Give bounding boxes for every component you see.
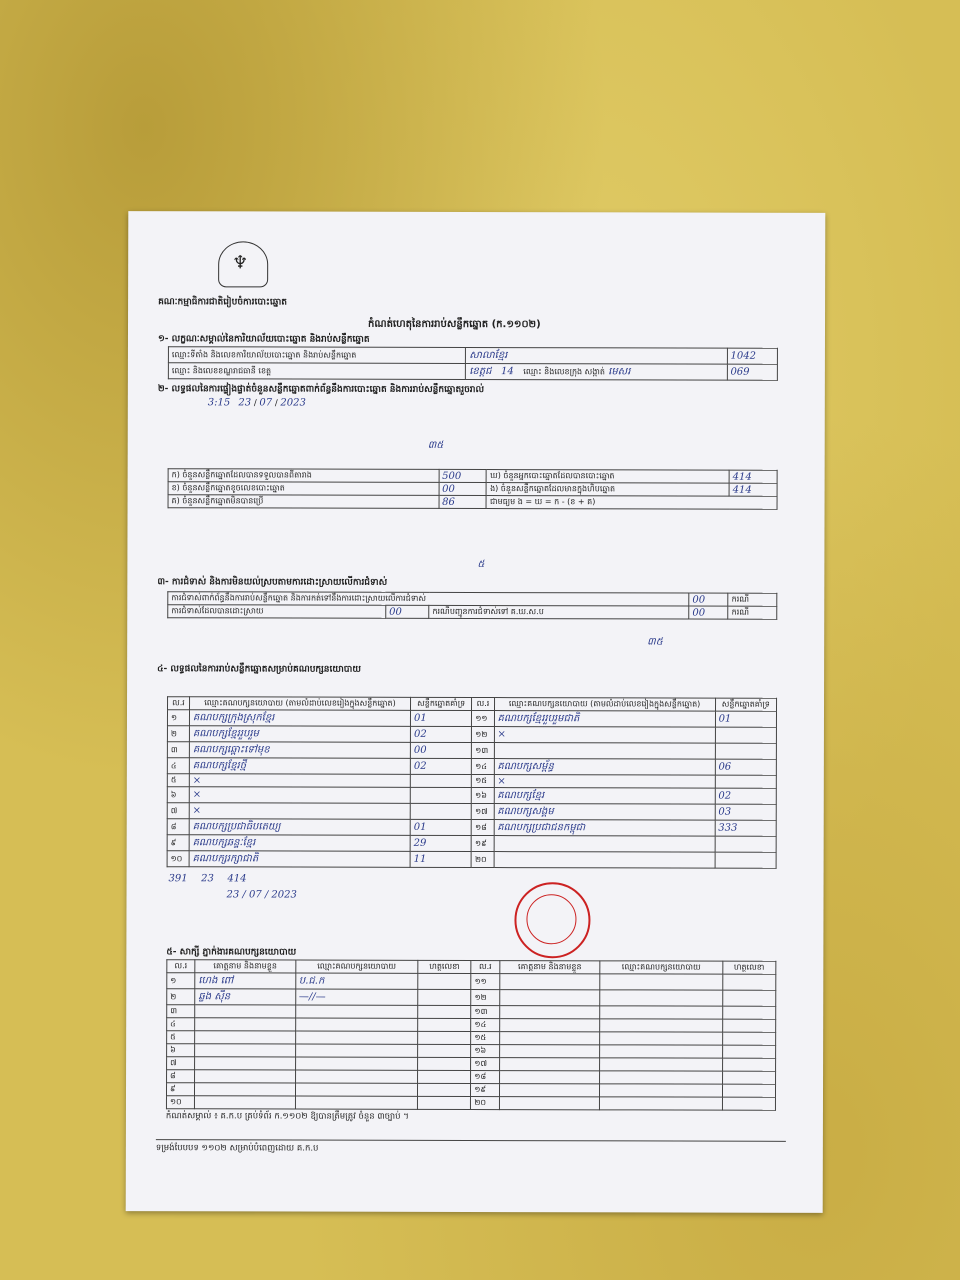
table-row [167, 819, 776, 837]
section5-title: ៥- សាក្សី ភ្នាក់ងារគណបក្សនយោបាយ [166, 947, 297, 958]
party-cell: ១៨ [472, 819, 494, 835]
witness-cell [195, 1018, 296, 1031]
witness-cell: —//— [295, 989, 417, 1005]
witness-cell [295, 1070, 417, 1083]
witness-cell [722, 1071, 776, 1084]
s5-witness-table: ល.រ គោត្តនាម និងនាមខ្លួន ឈ្មោះគណបក្សនយោបាយ ហត្ថលេខា ល.រ គោត្តនាម និងនាមខ្លួន ឈ្មោះគណបក្សនយោបាយ ហត្ថលេខា ១ ហេង ពៅ ប.ជ.ក ១១ ២ ឆ្លង ស៊ីន —//— ១២ ៣ ១៣ ៤ ១៤ ៥ ១៥ ៦ ១៦ ៧ ១៧ ៨ ១៨ ៩ ១៩ ១០ ២០ [166, 959, 776, 1111]
witness-cell: ហេង ពៅ [195, 973, 296, 989]
witness-cell [195, 1044, 296, 1057]
party-cell [494, 743, 715, 760]
party-cell: 02 [715, 788, 776, 804]
s2-b-value: 00 [439, 482, 487, 495]
s2-datetime: 3:15 23 / 07 / 2023 [207, 397, 306, 409]
witness-cell: ២ [167, 989, 195, 1005]
witness-cell [600, 1084, 722, 1097]
party-cell: ២ [167, 726, 189, 742]
party-cell: ៩ [167, 835, 189, 851]
party-cell: ២០ [471, 851, 493, 867]
s3-r2-value: 00 [386, 605, 429, 618]
party-cell: ៦ [167, 787, 189, 803]
party-cell: ៤ [167, 758, 189, 774]
party-cell: ៧ [167, 803, 189, 819]
table-row [167, 742, 776, 760]
party-cell: 333 [715, 820, 776, 836]
party-cell: 11 [410, 851, 471, 867]
witness-cell: ១៨ [471, 1070, 499, 1083]
s3-note: ៣៥ [647, 636, 663, 648]
party-cell [410, 787, 471, 803]
witness-cell [418, 1005, 471, 1018]
party-cell: ១៣ [472, 742, 494, 758]
party-cell: គណបក្សឆ្ពោះទៅមុខ [189, 742, 410, 759]
witness-cell: ១៥ [471, 1031, 499, 1044]
org-name: គណៈកម្មាធិការជាតិរៀបចំការបោះឆ្នោត [158, 297, 288, 308]
s4-party-table: ល.រ ឈ្មោះគណបក្សនយោបាយ (តាមលំដាប់លេខរៀងក្នុងសន្លឹកឆ្នោត) សន្លឹកឆ្នោតគាំទ្រ ល.រ ឈ្មោះគណបក្សនយោបាយ (តាមលំដាប់លេខរៀងក្នុងសន្លឹកឆ្នោត) សន្លឹកឆ្នោតគាំទ្រ ១ គណបក្សក្រុងស្រុកខ្មែរ 01 ១១ គណបក្សខ្មែររួបរួមជាតិ 01 ២ គណបក្សខ្មែររួបរួម 02 ១២ × ៣ គណបក្សឆ្ពោះទៅមុខ 00 ១៣ ៤ គណបក្សខ្មែរថ្មី 02 ១៤ គណបក្សសម្ព័ន្ធ 06 ៥ × ១៥ × ៦ × ១៦ គណបក្សខ្មែរ 02 ៧ × ១៧ គណបក្សសង្គម 03 ៨ គណបក្សប្រជាធិបតេយ្យ 01 ១៨ គណបក្សប្រជាជនកម្ពុជា 333 ៩ គណបក្សឆន្ទៈខ្មែរ 29 ១៩ ១០ គណបក្សរក្សាជាតិ 11 ២០ [167, 696, 777, 869]
party-cell: ១៤ [472, 758, 494, 774]
party-cell: ១២ [472, 726, 494, 742]
witness-cell [417, 1083, 470, 1096]
s3-r2-label: ការជំទាស់ដែលបានដោះស្រាយ [168, 605, 386, 619]
party-cell: ៥ [167, 774, 189, 787]
witness-cell [195, 1070, 296, 1083]
party-cell [715, 775, 776, 788]
table-row [167, 973, 776, 991]
party-cell [715, 727, 776, 743]
s2-d-value: 414 [729, 470, 777, 483]
witness-cell [722, 1097, 776, 1110]
s1-label: ឈ្មោះទីតាំង និងលេខការិយាល័យបោះឆ្នោត និងរាប់សន្លឹកឆ្នោត [168, 347, 465, 364]
witness-cell [499, 1071, 600, 1084]
witness-cell [722, 1032, 776, 1045]
province-no: 14 [500, 366, 514, 378]
party-cell: × [189, 803, 410, 820]
witness-cell: ១៧ [471, 1057, 499, 1070]
table-row [167, 758, 776, 776]
s2-d-label: ឃ) ចំនួនអ្នកបោះឆ្នោតដែលបានបោះឆ្នោត [487, 470, 730, 484]
witness-cell [499, 1032, 600, 1045]
s2-a-value: 500 [439, 469, 487, 482]
witness-cell [295, 1096, 417, 1109]
witness-cell [600, 1006, 722, 1019]
s2-c-value: 86 [439, 495, 487, 508]
party-cell: គណបក្សប្រជាធិបតេយ្យ [189, 819, 410, 836]
witness-cell [195, 1031, 296, 1044]
party-cell: 01 [410, 710, 471, 726]
witness-cell: ៥ [167, 1031, 195, 1044]
province-name: ខេត្តជ [469, 365, 492, 378]
witness-cell [295, 1044, 417, 1057]
table-row [167, 787, 776, 805]
party-cell [410, 774, 471, 787]
party-cell: ១០ [167, 851, 189, 867]
form-sheet [126, 211, 826, 1213]
witness-cell [295, 1083, 417, 1096]
party-cell: គណបក្សខ្មែររួបរួមជាតិ [494, 711, 715, 728]
witness-cell [722, 974, 776, 990]
witness-cell [499, 990, 600, 1006]
s2-table [168, 468, 778, 510]
witness-cell [600, 974, 722, 990]
witness-cell [722, 1084, 776, 1097]
party-cell: × [189, 774, 410, 788]
witness-cell [418, 1018, 471, 1031]
s1-table [168, 346, 778, 381]
witness-cell [499, 1045, 600, 1058]
party-cell: × [494, 775, 715, 789]
s1-label: ឈ្មោះ និងលេខខណ្ឌរាជធានី ខេត្ត [168, 363, 465, 380]
witness-cell: ៤ [167, 1018, 195, 1031]
witness-cell [417, 1057, 470, 1070]
footer-note: កំណត់សម្គាល់ ៖ គ.ក.ប គ្រប់ទំព័រ ក.១១០២ ឱ្យបានត្រឹមត្រូវ ចំនួន ៣ច្បាប់ ។ [165, 1111, 409, 1122]
section3-title: ៣- ការជំទាស់ និងការមិនយល់ស្របតាមការដោះស្រាយលើការជំទាស់ [157, 577, 388, 588]
total-box: 414 [227, 873, 247, 885]
s3-unit: ករណី [728, 593, 777, 606]
witness-cell: ១៣ [471, 1005, 499, 1018]
s2-e-label: ង) ចំនួនសន្លឹកឆ្នោតដែលមានក្នុងហិបឆ្នោត [487, 483, 730, 497]
witness-cell: ១២ [471, 989, 499, 1005]
party-cell: × [494, 727, 715, 744]
witness-cell: ១ [167, 973, 195, 989]
party-cell: គណបក្សសង្គម [494, 804, 715, 821]
party-cell: គណបក្សក្រុងស្រុកខ្មែរ [189, 710, 410, 727]
party-cell: 29 [410, 835, 471, 851]
s3-r3-label: ករណីបញ្ជូនការជំទាស់ទៅ គ.ឃ.ស.ប [429, 605, 689, 619]
witness-cell [195, 1005, 296, 1018]
total-invalid: 23 [201, 873, 214, 885]
party-cell: គណបក្សឆន្ទៈខ្មែរ [189, 835, 410, 852]
location-no: 1042 [727, 348, 777, 364]
witness-cell [417, 1070, 470, 1083]
location-name: សាលាខ្មែរ [466, 347, 727, 364]
party-cell: គណបក្សខ្មែរ [494, 788, 715, 805]
witness-cell [499, 1019, 600, 1032]
witness-cell [722, 1006, 776, 1019]
witness-cell: ៦ [167, 1044, 195, 1057]
s3-r3-value: 00 [689, 606, 728, 619]
official-stamp [514, 882, 590, 958]
party-cell: 02 [410, 726, 471, 742]
witness-cell [600, 1045, 722, 1058]
s2-b-label: ខ) ចំនួនសន្លឹកឆ្នោតខូចលេខបោះឆ្នោត [168, 482, 439, 496]
table-row [166, 1096, 775, 1111]
witness-cell [417, 1096, 470, 1109]
witness-cell [722, 990, 776, 1006]
footer-form: ទម្រង់បែបបទ ១១០២ សម្រាប់បំពេញដោយ គ.ក.ប [156, 1139, 786, 1157]
party-cell: ៣ [167, 742, 189, 758]
witness-cell [195, 1096, 296, 1109]
section4-title: ៤- លទ្ធផលនៃការរាប់សន្លឹកឆ្នោតសម្រាប់គណបក្សនយោបាយ [157, 664, 361, 675]
witness-cell [722, 1058, 776, 1071]
party-cell: ១៧ [472, 803, 494, 819]
witness-cell [499, 1097, 600, 1110]
witness-cell [418, 1044, 471, 1057]
table-row [167, 851, 776, 869]
commune-name: មេសរ [608, 366, 631, 378]
witness-cell [600, 990, 722, 1006]
witness-cell [600, 1097, 722, 1110]
witness-cell: ១៩ [471, 1083, 499, 1096]
party-cell: 00 [410, 742, 471, 758]
party-cell: 01 [410, 819, 471, 835]
witness-cell [722, 1019, 776, 1032]
witness-cell: ៨ [167, 1070, 195, 1083]
form-title: កំណត់ហេតុនៃការរាប់សន្លឹកឆ្នោត (ក.១១០២) [368, 318, 541, 331]
total-valid: 391 [168, 873, 188, 885]
s4-totals [169, 873, 247, 884]
table-row [167, 803, 776, 821]
s4-date: 23 / 07 / 2023 [226, 889, 297, 901]
s2-note2: ៥ [477, 559, 485, 571]
witness-cell: ១៤ [471, 1018, 499, 1031]
s3-unit: ករណី [728, 606, 777, 619]
s3-r1-value: 00 [689, 593, 728, 606]
witness-cell [295, 1057, 417, 1070]
party-cell: គណបក្សខ្មែរថ្មី [189, 758, 410, 775]
party-cell: × [189, 787, 410, 804]
witness-cell [600, 1032, 722, 1045]
party-cell: 01 [715, 711, 776, 727]
party-cell [410, 803, 471, 819]
party-cell: គណបក្សខ្មែររួបរួម [189, 726, 410, 743]
emblem-icon: ♆ [218, 241, 268, 287]
witness-cell [600, 1071, 722, 1084]
party-cell: គណបក្សសម្ព័ន្ធ [494, 759, 715, 776]
party-cell [715, 836, 776, 852]
witness-cell: ៩ [166, 1083, 194, 1096]
s3-table [167, 591, 777, 620]
witness-cell [295, 1005, 417, 1018]
witness-cell [499, 1058, 600, 1071]
witness-cell: ១១ [471, 973, 499, 989]
table-row [167, 989, 776, 1007]
witness-cell: ១០ [166, 1096, 194, 1109]
witness-cell: ២០ [471, 1096, 499, 1109]
party-cell [715, 852, 776, 868]
s2-note1: ៣៥ [427, 439, 444, 451]
witness-cell [418, 973, 471, 989]
witness-cell [418, 1031, 471, 1044]
witness-cell [418, 989, 471, 1005]
table-row [167, 726, 776, 744]
witness-cell: ៣ [167, 1005, 195, 1018]
party-cell: ៨ [167, 819, 189, 835]
party-cell: ១៥ [472, 774, 494, 787]
party-cell [494, 836, 715, 853]
witness-cell: ឆ្លង ស៊ីន [195, 989, 296, 1005]
witness-cell [195, 1083, 296, 1096]
party-cell: 03 [715, 804, 776, 820]
commune-no: 069 [727, 364, 777, 380]
s3-r1-label: ការជំទាស់ពាក់ព័ន្ធនឹងការរាប់សន្លឹកឆ្នោត និងការកត់ទៅនឹងការដោះស្រាយលើការជំទាស់ [168, 592, 689, 606]
s2-e-value: 414 [729, 483, 777, 496]
witness-cell: ប.ជ.ក [295, 973, 417, 989]
party-cell [715, 743, 776, 759]
party-cell: ១ [167, 710, 189, 726]
party-cell: ១៦ [472, 787, 494, 803]
witness-cell: ៧ [167, 1057, 195, 1070]
witness-cell: ១៦ [471, 1044, 499, 1057]
witness-cell [295, 1031, 417, 1044]
section1-title: ១- លក្ខណៈសម្គាល់នៃការិយាល័យបោះឆ្នោត និងរាប់សន្លឹកឆ្នោត [157, 334, 370, 345]
party-cell: ១១ [472, 710, 494, 726]
witness-cell [600, 1019, 722, 1032]
party-cell: 06 [715, 759, 776, 775]
table-row [167, 710, 776, 728]
witness-cell [499, 1006, 600, 1019]
s2-formula: ជាមធ្យម ង = ឃ = ក - (ខ + គ) [487, 496, 778, 510]
witness-cell [499, 974, 600, 990]
witness-cell [499, 1084, 600, 1097]
party-cell: គណបក្សប្រជាជនកម្ពុជា [494, 820, 715, 837]
party-cell: គណបក្សរក្សាជាតិ [189, 851, 410, 868]
witness-cell [195, 1057, 296, 1070]
commune-label: ឈ្មោះ និងលេខក្រុង សង្កាត់ [523, 367, 605, 377]
s2-a-label: ក) ចំនួនសន្លឹកឆ្នោតដែលបានទទួលបានពីតារាង [168, 469, 439, 483]
witness-cell [722, 1045, 776, 1058]
witness-cell [600, 1058, 722, 1071]
section2-title: ២- លទ្ធផលនៃការផ្ទៀងផ្ទាត់ចំនួនសន្លឹកឆ្នោតពាក់ព័ន្ធនឹងការបោះឆ្នោត និងការរាប់សន្លឹកឆ្នោតរួចរាល់ [157, 384, 485, 396]
s2-c-label: គ) ចំនួនសន្លឹកឆ្នោតមិនបានប្រើ [168, 495, 439, 509]
party-cell: ១៩ [472, 835, 494, 851]
party-cell [494, 852, 715, 869]
witness-cell [295, 1018, 417, 1031]
party-cell: 02 [410, 758, 471, 774]
table-row [167, 835, 776, 853]
